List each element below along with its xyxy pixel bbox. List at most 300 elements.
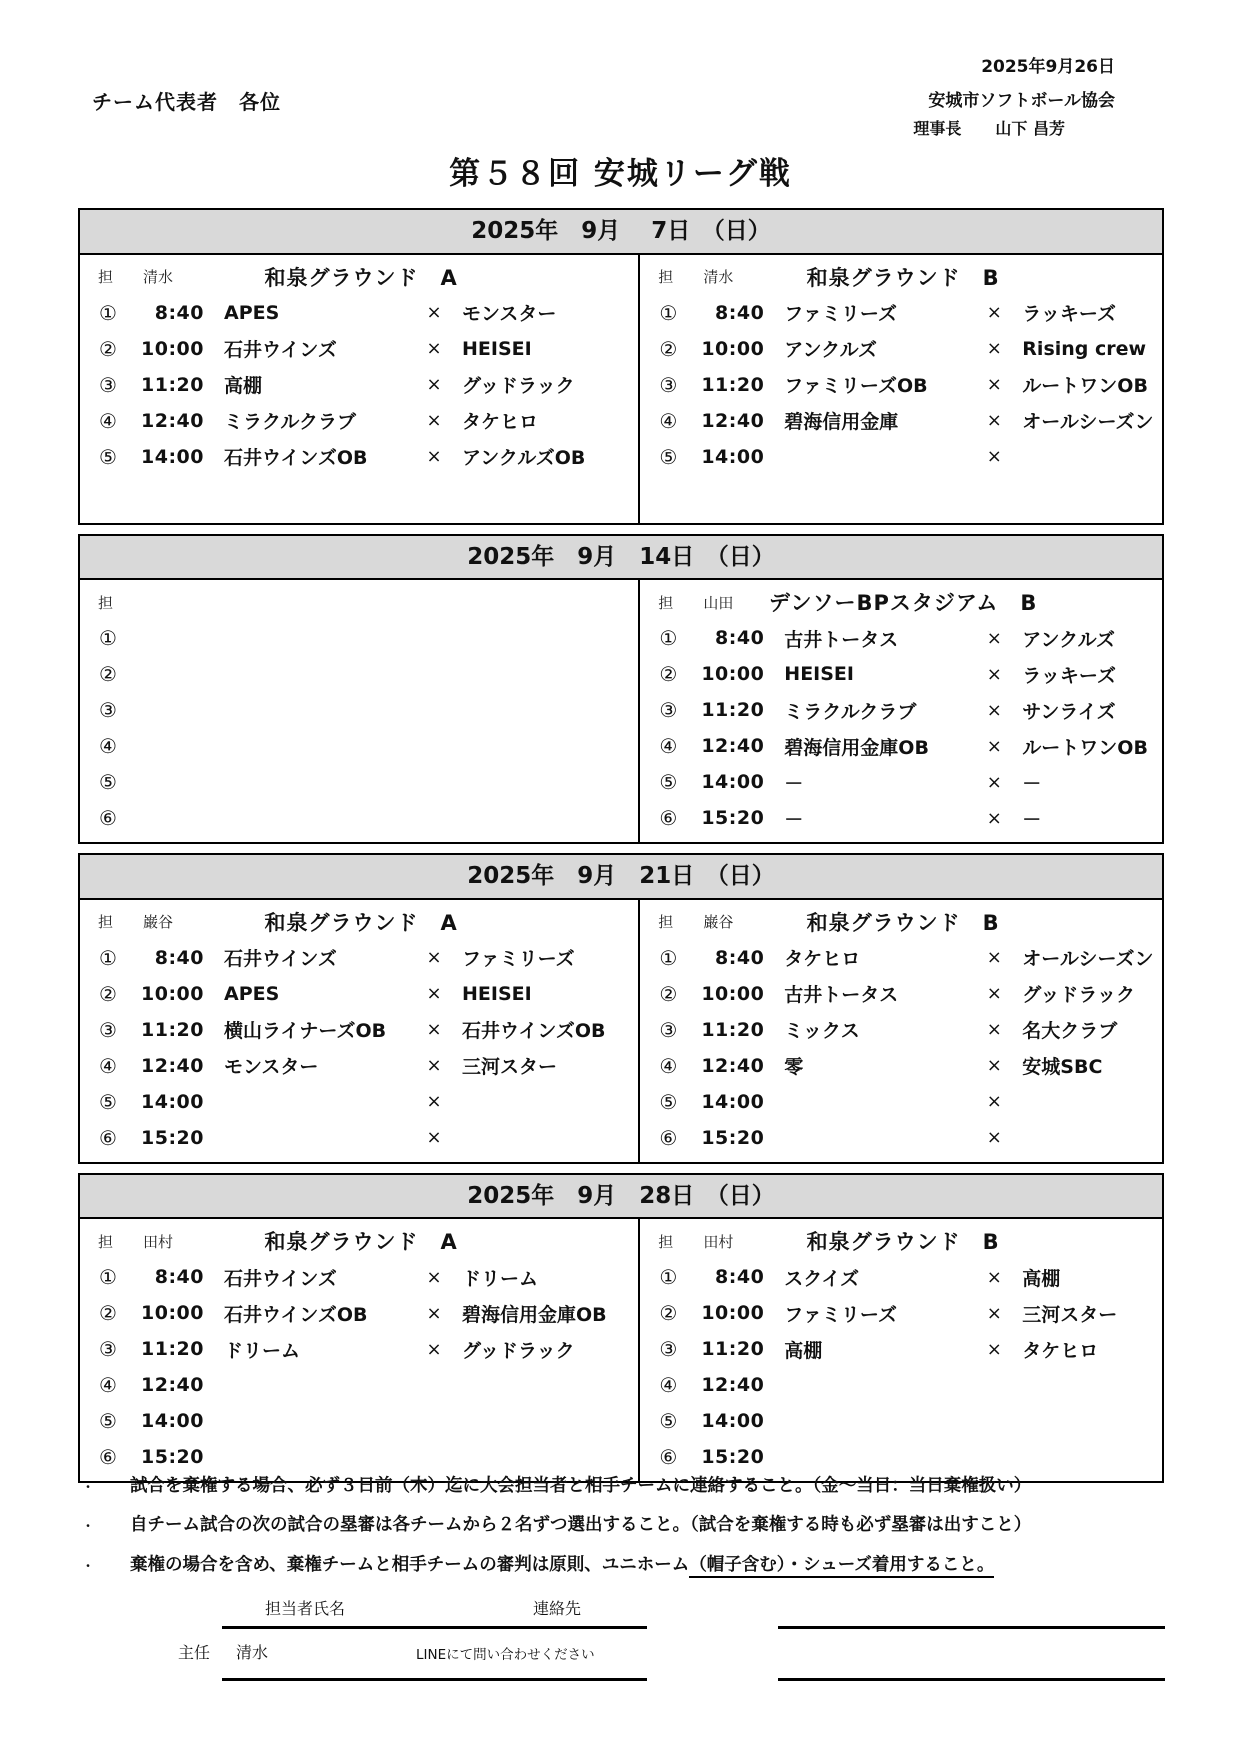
schedule-section bbox=[78, 853, 1164, 1164]
game-time: 14:00 bbox=[701, 1410, 765, 1433]
game-time: 15:20 bbox=[701, 807, 765, 830]
versus-mark: × bbox=[986, 1019, 1002, 1041]
game-time: 10:00 bbox=[141, 337, 204, 360]
column-header-row bbox=[90, 259, 632, 295]
team-left: ファミリーズ bbox=[784, 303, 897, 326]
game-number: ⑥ bbox=[659, 1125, 678, 1150]
column-header-row bbox=[650, 259, 1156, 295]
tantou-name: 田村 bbox=[703, 1232, 734, 1251]
game-number: ① bbox=[99, 945, 117, 970]
versus-mark: × bbox=[426, 1019, 442, 1041]
game-time: 10:00 bbox=[701, 663, 765, 686]
game-time: 8:40 bbox=[715, 1266, 765, 1289]
game-time: 14:00 bbox=[141, 1410, 204, 1433]
team-right: 碧海信用金庫OB bbox=[462, 1303, 607, 1326]
team-right: ファミリーズ bbox=[462, 948, 575, 971]
versus-mark: × bbox=[986, 1266, 1002, 1288]
section-date-header: 2025年 9月 7日 （日） bbox=[80, 210, 1162, 255]
team-left: 石井ウインズOB bbox=[224, 447, 368, 470]
contact-rule-top bbox=[222, 1626, 647, 1629]
team-left: 高棚 bbox=[784, 1339, 823, 1362]
representative-name: 山下 昌芳 bbox=[995, 119, 1065, 138]
team-left: 横山ライナーズOB bbox=[224, 1020, 387, 1043]
game-number: ⑤ bbox=[99, 444, 117, 469]
tantou-name: 清水 bbox=[143, 268, 174, 287]
game-number: ① bbox=[659, 1265, 678, 1290]
game-row bbox=[650, 1259, 1156, 1295]
tantou-label: 担 bbox=[658, 268, 674, 287]
game-row bbox=[650, 976, 1156, 1012]
note-item bbox=[78, 1513, 1168, 1538]
game-number: ② bbox=[99, 662, 117, 687]
game-number: ④ bbox=[659, 1373, 678, 1398]
versus-mark: × bbox=[426, 1302, 442, 1324]
team-right: グッドラック bbox=[462, 1339, 575, 1362]
versus-mark: × bbox=[986, 1338, 1002, 1360]
game-number: ① bbox=[659, 945, 678, 970]
team-left: スクイズ bbox=[784, 1267, 860, 1290]
venue-name: 和泉グラウンド A bbox=[264, 1230, 458, 1255]
team-right: ルートワンOB bbox=[1022, 736, 1148, 759]
game-number: ④ bbox=[659, 408, 678, 433]
blank-signature-line bbox=[778, 1626, 1165, 1629]
game-number: ⑥ bbox=[659, 1445, 678, 1470]
game-number: ① bbox=[99, 1265, 117, 1290]
versus-mark: × bbox=[986, 735, 1002, 757]
game-time: 12:40 bbox=[141, 409, 204, 432]
game-time: 8:40 bbox=[715, 946, 765, 969]
game-row bbox=[650, 1439, 1156, 1475]
team-left: 石井ウインズOB bbox=[224, 1303, 368, 1326]
game-number: ④ bbox=[99, 734, 117, 759]
game-row bbox=[90, 403, 632, 439]
venue-name: デンソーBPスタジアム B bbox=[768, 591, 1038, 616]
recipient-line: チーム代表者 各位 bbox=[92, 90, 281, 114]
column-header-row bbox=[650, 1223, 1156, 1259]
game-row bbox=[90, 656, 632, 692]
contact-rule-bottom bbox=[222, 1678, 647, 1681]
game-time: 15:20 bbox=[141, 1446, 204, 1469]
versus-mark: × bbox=[426, 302, 442, 324]
contact-name-header: 担当者氏名 bbox=[265, 1599, 346, 1618]
game-number: ② bbox=[659, 662, 678, 687]
game-number: ④ bbox=[99, 1053, 117, 1078]
game-number: ② bbox=[99, 336, 117, 361]
section-body bbox=[80, 255, 1162, 523]
game-time: 11:20 bbox=[701, 699, 765, 722]
tantou-label: 担 bbox=[98, 1232, 114, 1251]
game-number: ③ bbox=[99, 1017, 117, 1042]
versus-mark: × bbox=[986, 627, 1002, 649]
versus-mark: × bbox=[426, 1055, 442, 1077]
column-header-row bbox=[90, 1223, 632, 1259]
venue-name: 和泉グラウンド B bbox=[806, 1230, 1000, 1255]
game-row bbox=[650, 1331, 1156, 1367]
game-row bbox=[650, 1012, 1156, 1048]
team-left: ミラクルクラブ bbox=[224, 411, 357, 434]
team-right: アンクルズOB bbox=[462, 447, 586, 470]
team-right: モンスター bbox=[462, 303, 557, 326]
section-body bbox=[80, 900, 1162, 1162]
game-row bbox=[650, 295, 1156, 331]
game-time: 15:20 bbox=[701, 1126, 765, 1149]
game-row bbox=[650, 1295, 1156, 1331]
game-row bbox=[90, 295, 632, 331]
section-date-header: 2025年 9月 14日 （日） bbox=[80, 536, 1162, 581]
team-right: タケヒロ bbox=[1022, 1339, 1099, 1362]
game-number: ⑥ bbox=[99, 1445, 117, 1470]
game-number: ⑤ bbox=[99, 770, 117, 795]
tantou-label: 担 bbox=[98, 913, 114, 932]
game-time: 10:00 bbox=[141, 1302, 204, 1325]
team-right: 高棚 bbox=[1022, 1267, 1061, 1290]
note-bullet: ・ bbox=[81, 1480, 94, 1494]
versus-mark: × bbox=[426, 1266, 442, 1288]
column-header-row bbox=[90, 584, 632, 620]
team-right: － bbox=[1022, 808, 1042, 831]
team-right: サンライズ bbox=[1022, 700, 1116, 723]
note-text bbox=[98, 1474, 1031, 1499]
game-time: 10:00 bbox=[701, 337, 765, 360]
game-row bbox=[650, 439, 1156, 475]
versus-mark: × bbox=[426, 947, 442, 969]
team-left: タケヒロ bbox=[784, 948, 861, 971]
game-number: ② bbox=[99, 1301, 117, 1326]
team-right: ラッキーズ bbox=[1022, 664, 1116, 687]
team-right: アンクルズ bbox=[1022, 628, 1116, 651]
game-number: ② bbox=[659, 981, 678, 1006]
tantou-label: 担 bbox=[98, 593, 114, 612]
game-number: ② bbox=[659, 336, 678, 361]
team-right: 安城SBC bbox=[1022, 1056, 1103, 1079]
game-time: 14:00 bbox=[701, 445, 765, 468]
schedule-section bbox=[78, 534, 1164, 845]
contact-block bbox=[0, 1596, 1241, 1716]
versus-mark: × bbox=[426, 338, 442, 360]
team-right: グッドラック bbox=[1022, 984, 1135, 1007]
venue-name: 和泉グラウンド A bbox=[264, 910, 458, 935]
game-number: ③ bbox=[659, 372, 678, 397]
tantou-label: 担 bbox=[658, 593, 674, 612]
versus-mark: × bbox=[986, 446, 1002, 468]
game-row bbox=[650, 940, 1156, 976]
note-item bbox=[78, 1553, 1168, 1578]
game-row bbox=[90, 439, 632, 475]
game-number: ① bbox=[659, 300, 678, 325]
tantou-name: 巌谷 bbox=[703, 913, 734, 932]
schedule-section bbox=[78, 208, 1164, 525]
game-number: ① bbox=[99, 300, 117, 325]
section-body bbox=[80, 1219, 1162, 1481]
schedule-sections bbox=[78, 208, 1164, 1492]
team-right: ルートワンOB bbox=[1022, 375, 1148, 398]
team-left: ファミリーズ bbox=[784, 1303, 897, 1326]
game-row bbox=[90, 1295, 632, 1331]
game-time: 12:40 bbox=[701, 735, 765, 758]
game-row bbox=[90, 331, 632, 367]
game-row bbox=[650, 1120, 1156, 1156]
issue-date: 2025年9月26日 bbox=[981, 57, 1115, 77]
game-row bbox=[90, 1259, 632, 1295]
team-right: － bbox=[1022, 772, 1042, 795]
representative-line bbox=[913, 116, 1065, 139]
section-date-header: 2025年 9月 21日 （日） bbox=[80, 855, 1162, 900]
game-time: 11:20 bbox=[701, 373, 765, 396]
game-row bbox=[650, 1048, 1156, 1084]
game-number: ⑤ bbox=[99, 1409, 117, 1434]
game-time: 14:00 bbox=[701, 771, 765, 794]
contact-info-header: 連絡先 bbox=[533, 1599, 582, 1618]
venue-name: 和泉グラウンド A bbox=[264, 265, 458, 290]
game-time: 11:20 bbox=[701, 1338, 765, 1361]
game-time: 8:40 bbox=[154, 301, 204, 324]
venue-column bbox=[638, 580, 1162, 842]
venue-name: 和泉グラウンド B bbox=[806, 910, 1000, 935]
venue-column bbox=[80, 255, 638, 523]
blank-signature-line bbox=[778, 1678, 1165, 1681]
game-time: 8:40 bbox=[154, 1266, 204, 1289]
note-text-part: （帽子含む）・シューズ着用すること。 bbox=[689, 1555, 994, 1578]
game-row bbox=[650, 656, 1156, 692]
team-right: タケヒロ bbox=[462, 411, 539, 434]
team-right: 三河スター bbox=[1022, 1303, 1118, 1326]
game-number: ⑤ bbox=[99, 1089, 117, 1114]
versus-mark: × bbox=[986, 1091, 1002, 1113]
note-bullet: ・ bbox=[81, 1558, 94, 1573]
game-row bbox=[90, 1331, 632, 1367]
versus-mark: × bbox=[986, 983, 1002, 1005]
team-right: ラッキーズ bbox=[1022, 303, 1116, 326]
section-date-header: 2025年 9月 28日 （日） bbox=[80, 1175, 1162, 1220]
team-right: HEISEI bbox=[462, 337, 532, 360]
note-text bbox=[98, 1553, 994, 1578]
note-item bbox=[78, 1474, 1168, 1499]
game-number: ③ bbox=[659, 1017, 678, 1042]
team-left: 高棚 bbox=[224, 375, 263, 398]
team-right: HEISEI bbox=[462, 982, 532, 1005]
game-row bbox=[90, 1048, 632, 1084]
game-row bbox=[650, 331, 1156, 367]
tantou-name: 山田 bbox=[703, 593, 734, 612]
game-row bbox=[90, 1439, 632, 1475]
game-time: 14:00 bbox=[141, 1090, 204, 1113]
team-left: アンクルズ bbox=[784, 339, 878, 362]
versus-mark: × bbox=[986, 1055, 1002, 1077]
game-number: ④ bbox=[659, 1053, 678, 1078]
game-row bbox=[90, 620, 632, 656]
versus-mark: × bbox=[426, 1091, 442, 1113]
venue-column bbox=[80, 580, 638, 842]
game-time: 8:40 bbox=[715, 301, 765, 324]
game-time: 15:20 bbox=[141, 1126, 204, 1149]
column-header-row bbox=[90, 904, 632, 940]
document-title: 第５８回 安城リーグ戦 bbox=[449, 156, 792, 192]
team-left: － bbox=[784, 772, 804, 795]
team-left: APES bbox=[224, 982, 280, 1005]
game-number: ③ bbox=[99, 698, 117, 723]
game-row bbox=[90, 1403, 632, 1439]
team-right: オールシーズン bbox=[1022, 948, 1154, 971]
tantou-name: 巌谷 bbox=[143, 913, 174, 932]
game-number: ⑤ bbox=[659, 770, 678, 795]
contact-info-text: LINEにて問い合わせください bbox=[416, 1647, 595, 1663]
team-left: HEISEI bbox=[784, 663, 854, 686]
versus-mark: × bbox=[986, 947, 1002, 969]
game-time: 11:20 bbox=[701, 1018, 765, 1041]
game-row bbox=[90, 1120, 632, 1156]
versus-mark: × bbox=[986, 807, 1002, 829]
column-header-row bbox=[650, 904, 1156, 940]
game-number: ④ bbox=[99, 1373, 117, 1398]
team-left: 石井ウインズ bbox=[224, 1267, 337, 1290]
game-number: ⑤ bbox=[659, 1409, 678, 1434]
game-row bbox=[90, 367, 632, 403]
versus-mark: × bbox=[426, 410, 442, 432]
game-time: 12:40 bbox=[701, 409, 765, 432]
game-number: ② bbox=[659, 1301, 678, 1326]
game-row bbox=[650, 728, 1156, 764]
game-row bbox=[650, 403, 1156, 439]
versus-mark: × bbox=[426, 446, 442, 468]
game-number: ③ bbox=[99, 1337, 117, 1362]
game-number: ⑤ bbox=[659, 444, 678, 469]
versus-mark: × bbox=[986, 374, 1002, 396]
game-row bbox=[650, 367, 1156, 403]
tantou-label: 担 bbox=[98, 268, 114, 287]
team-left: 碧海信用金庫 bbox=[784, 411, 899, 434]
versus-mark: × bbox=[986, 302, 1002, 324]
schedule-section bbox=[78, 1173, 1164, 1484]
versus-mark: × bbox=[986, 699, 1002, 721]
game-row bbox=[650, 692, 1156, 728]
contact-role: 主任 bbox=[178, 1643, 211, 1662]
game-time: 12:40 bbox=[141, 1374, 204, 1397]
game-time: 11:20 bbox=[141, 1338, 204, 1361]
game-row bbox=[90, 692, 632, 728]
team-right: ドリーム bbox=[462, 1267, 539, 1290]
venue-column bbox=[638, 255, 1162, 523]
venue-name: 和泉グラウンド B bbox=[806, 265, 1000, 290]
section-body bbox=[80, 580, 1162, 842]
game-number: ① bbox=[99, 626, 117, 651]
game-row bbox=[90, 1012, 632, 1048]
game-number: ⑥ bbox=[99, 806, 117, 831]
game-row bbox=[90, 728, 632, 764]
team-left: APES bbox=[224, 301, 280, 324]
game-number: ① bbox=[659, 626, 678, 651]
game-time: 14:00 bbox=[141, 445, 204, 468]
versus-mark: × bbox=[986, 1302, 1002, 1324]
game-number: ③ bbox=[659, 698, 678, 723]
game-row bbox=[90, 800, 632, 836]
game-time: 11:20 bbox=[141, 373, 204, 396]
game-number: ③ bbox=[99, 372, 117, 397]
column-header-row bbox=[650, 584, 1156, 620]
game-time: 8:40 bbox=[154, 946, 204, 969]
team-left: ミックス bbox=[784, 1020, 860, 1043]
contact-person-name: 清水 bbox=[236, 1643, 269, 1662]
team-left: ドリーム bbox=[224, 1339, 301, 1362]
team-right: Rising crew bbox=[1022, 337, 1147, 360]
team-left: 石井ウインズ bbox=[224, 948, 337, 971]
note-text-part: 試合を棄権する場合、必ず３日前（木）迄に大会担当者と相手チームに連絡すること。（金～当日：当日棄権扱い） bbox=[130, 1476, 1032, 1496]
game-number: ⑥ bbox=[99, 1125, 117, 1150]
team-left: 零 bbox=[784, 1056, 804, 1079]
game-time: 11:20 bbox=[141, 1018, 204, 1041]
note-bullet: ・ bbox=[81, 1519, 94, 1534]
game-number: ④ bbox=[659, 734, 678, 759]
team-left: ミラクルクラブ bbox=[784, 700, 917, 723]
versus-mark: × bbox=[986, 338, 1002, 360]
venue-column bbox=[80, 1219, 638, 1481]
team-right: 三河スター bbox=[462, 1056, 558, 1079]
team-left: 碧海信用金庫OB bbox=[784, 736, 929, 759]
team-left: 石井ウインズ bbox=[224, 339, 337, 362]
note-text bbox=[98, 1513, 1031, 1538]
venue-column bbox=[638, 900, 1162, 1162]
game-time: 12:40 bbox=[701, 1054, 765, 1077]
game-time: 15:20 bbox=[701, 1446, 765, 1469]
game-number: ④ bbox=[99, 408, 117, 433]
tantou-name: 田村 bbox=[143, 1232, 174, 1251]
team-left: 古井トータス bbox=[784, 628, 899, 651]
venue-column bbox=[638, 1219, 1162, 1481]
game-row bbox=[650, 620, 1156, 656]
game-row bbox=[650, 800, 1156, 836]
versus-mark: × bbox=[426, 1127, 442, 1149]
game-time: 10:00 bbox=[701, 982, 765, 1005]
game-row bbox=[90, 940, 632, 976]
game-time: 10:00 bbox=[701, 1302, 765, 1325]
game-time: 12:40 bbox=[701, 1374, 765, 1397]
tantou-label: 担 bbox=[658, 1232, 674, 1251]
game-row bbox=[650, 1403, 1156, 1439]
game-number: ③ bbox=[659, 1337, 678, 1362]
tantou-label: 担 bbox=[658, 913, 674, 932]
team-right: 名大クラブ bbox=[1022, 1020, 1118, 1043]
game-row bbox=[90, 1084, 632, 1120]
team-right: グッドラック bbox=[462, 375, 575, 398]
game-number: ② bbox=[99, 981, 117, 1006]
venue-column bbox=[80, 900, 638, 1162]
game-row bbox=[90, 1367, 632, 1403]
versus-mark: × bbox=[426, 983, 442, 1005]
team-left: ファミリーズOB bbox=[784, 375, 928, 398]
game-row bbox=[650, 1084, 1156, 1120]
team-left: モンスター bbox=[224, 1056, 319, 1079]
game-number: ⑥ bbox=[659, 806, 678, 831]
game-row bbox=[650, 764, 1156, 800]
game-time: 12:40 bbox=[141, 1054, 204, 1077]
versus-mark: × bbox=[986, 663, 1002, 685]
team-left: 古井トータス bbox=[784, 984, 899, 1007]
team-right: オールシーズン bbox=[1022, 411, 1154, 434]
game-number: ⑤ bbox=[659, 1089, 678, 1114]
team-right: 石井ウインズOB bbox=[462, 1020, 606, 1043]
game-time: 8:40 bbox=[715, 627, 765, 650]
game-time: 14:00 bbox=[701, 1090, 765, 1113]
game-row bbox=[90, 764, 632, 800]
footer-notes bbox=[78, 1474, 1168, 1592]
note-text-part: 自チーム試合の次の試合の塁審は各チームから２名ずつ選出すること。（試合を棄権する時も必ず塁審は出すこと） bbox=[130, 1515, 1032, 1536]
versus-mark: × bbox=[426, 374, 442, 396]
game-row bbox=[90, 976, 632, 1012]
organization-name: 安城市ソフトボール協会 bbox=[928, 91, 1115, 111]
game-row bbox=[650, 1367, 1156, 1403]
versus-mark: × bbox=[986, 1127, 1002, 1149]
versus-mark: × bbox=[986, 410, 1002, 432]
team-left: － bbox=[784, 808, 804, 831]
